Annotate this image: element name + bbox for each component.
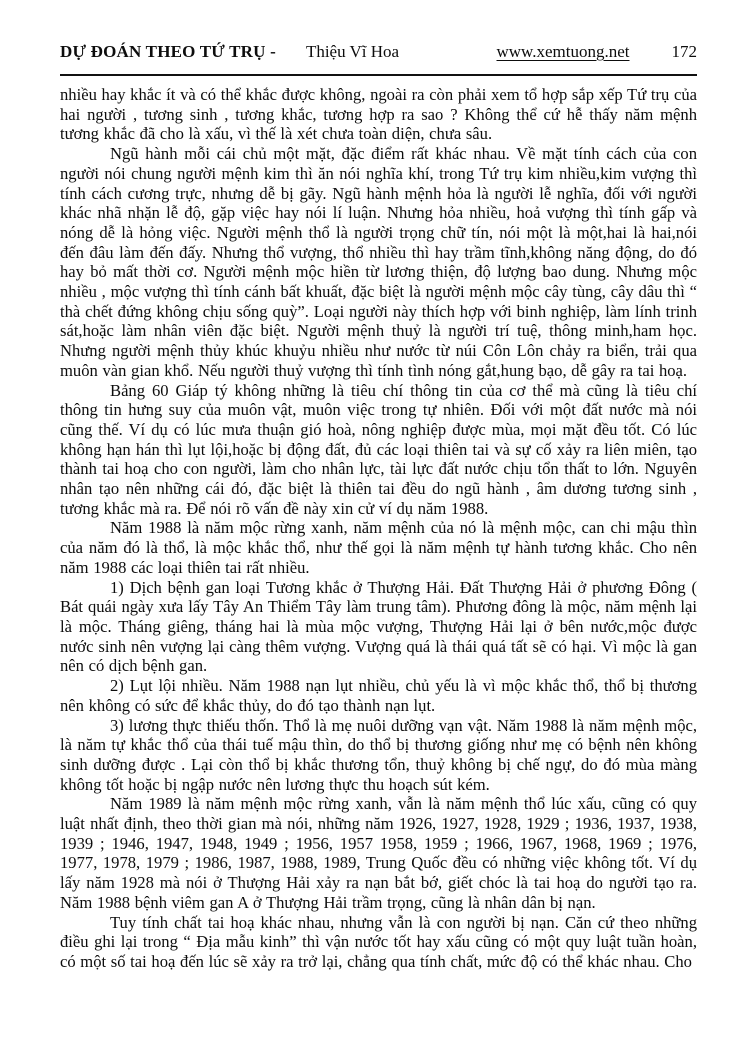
paragraph-9: Tuy tính chất tai hoạ khác nhau, nhưng vẫn là con người bị nạn. Căn cứ theo những điều ghi lại trong “ Địa mẫu kinh” thì vận nước tốt hay xấu cũng có một quy luật tuần hoàn, có một số tai hoạ đến lúc sẽ xảy ra trở lại, chẳng qua tính chất, mức độ có thể khác nhau. Cho — [60, 912, 697, 971]
website-url: www.xemtuong.net — [496, 42, 630, 61]
page-header — [60, 42, 697, 62]
paragraph-2: Ngũ hành mỗi cái chủ một mặt, đặc điểm rất khác nhau. Về mặt tính cách của con người nói chung người mệnh kim thì ăn nói nghĩa khí, trong Tứ trụ kim nhiều,kim vượng thì tính cách cương trực, nhưng dễ bị gãy. Ngũ hành mệnh hỏa là người lễ nghĩa, đối với người khác nhã nhặn lễ độ, gặp việc hay nói lí luận. Nhưng hỏa nhiều, hoả vượng thì tính gấp và nóng dễ là hỏng việc. Người mệnh thổ là người trọng chữ tín, nói một là một,hai là hai,nói đến đâu làm đến đấy. Nhưng thổ vượng, thổ nhiều thì hay trầm tĩnh,không năng động, do đó hay bỏ mất thời cơ. Người mệnh mộc hiền từ lương thiện, độ lượng bao dung. Nhưng mộc nhiều , mộc vượng thì tính cánh bất khuất, đặc biệt là người mệnh mộc cây tùng, cây dâu thì “ thà chết đứng không chịu sống quỳ”. Loại người này thích hợp với binh nghiệp, làm lính trinh sát,hoặc làm nhân viên đặc biệt. Người mệnh thuỷ là người trí tuệ, thông minh,ham học. Nhưng người mệnh thủy khúc khuỷu nhiều như nước từ núi Côn Lôn chảy ra biển, trải qua muôn vàn gian khổ. Nếu người thuỷ vượng thì tính tình nóng gắt,hung bạo, dễ gây ra tai hoạ. — [60, 144, 697, 380]
paragraph-7: 3) lương thực thiếu thốn. Thổ là mẹ nuôi dưỡng vạn vật. Năm 1988 là năm mệnh mộc, là năm tự khắc thổ của thái tuế mậu thìn, do thổ bị thương giống như mẹ có bệnh nên không sinh dưỡng được . Lại còn thổ bị khắc thương tổn, thuỷ không bị chế ngự, do đó mùa màng không tốt hoặc bị ngập nước nên lương thực thu hoạch sút kém. — [60, 715, 697, 794]
page-number: 172 — [671, 42, 697, 61]
paragraph-4: Năm 1988 là năm mộc rừng xanh, năm mệnh của nó là mệnh mộc, can chi mậu thìn của năm đó là thổ, là mộc khắc thổ, như thế gọi là năm mệnh tự hành tương khắc. Cho nên năm 1988 các loại thiên tai rất nhiều. — [60, 518, 697, 577]
book-title: DỰ ĐOÁN THEO TỨ TRỤ - — [60, 42, 276, 61]
paragraph-6: 2) Lụt lội nhiều. Năm 1988 nạn lụt nhiều, chủ yếu là vì mộc khắc thổ, thổ bị thương nên không có sức để khắc thủy, do đó tạo thành nạn lụt. — [60, 676, 697, 715]
header-divider — [60, 74, 697, 76]
paragraph-1: nhiều hay khắc ít và có thể khắc được không, ngoài ra còn phải xem tổ hợp sắp xếp Tứ trụ của hai người , tương sinh , tương khắc, tương hợp ra sao ? Không thể cứ hễ thấy năm mệnh tương khắc đã cho là xấu, vì thế là xét chưa toàn diện, chưa sâu. — [60, 85, 697, 144]
paragraph-3: Bảng 60 Giáp tý không những là tiêu chí thông tin của cơ thể mà cũng là tiêu chí thông tin hưng suy của muôn vật, muôn việc trong tự nhiên. Đối với một đất nước mà nói cũng thế. Ví dụ có lúc mưa thuận gió hoà, nông nghiệp được mùa, mọi mặt đều tốt. Có lúc không hạn hán thì lụt lội,hoặc bị động đất, đủ các loại thiên tai và sự cố xảy ra liên miên, tạo thành tai hoạ cho con người, làm cho nhân lực, tài lực đất nước chịu tổn thất to lớn. Nguyên nhân tạo nên những cái đó, đặc biệt là thiên tai đều do ngũ hành , âm dương tương sinh , tương khắc mà ra. Để nói rõ vấn đề này xin cử ví dụ năm 1988. — [60, 380, 697, 518]
paragraph-8: Năm 1989 là năm mệnh mộc rừng xanh, vẫn là năm mệnh thổ lúc xấu, cũng có quy luật nhất định, theo thời gian mà nói, những năm 1926, 1927, 1928, 1929 ; 1936, 1937, 1938, 1939 ; 1946, 1947, 1948, 1949 ; 1956, 1957 1958, 1959 ; 1966, 1967, 1968, 1969 ; 1976, 1977, 1978, 1979 ; 1986, 1987, 1988, 1989, Trung Quốc đều có những việc không tốt. Ví dụ lấy năm 1928 mà nói ở Thượng Hải xảy ra nạn bắt bớ, giết chóc là tai hoạ do người tạo ra. Năm 1988 bệnh viêm gan A ở Thượng Hải trầm trọng, cũng là nhân dân bị nạn. — [60, 794, 697, 912]
paragraph-5: 1) Dịch bệnh gan loại Tương khắc ở Thượng Hải. Đất Thượng Hải ở phương Đông ( Bát quái ngày xưa lấy Tây An Thiểm Tây làm trung tâm). Phương đông là mộc, năm mệnh lại là mộc. Tháng giêng, tháng hai là mùa mộc vượng, Thượng Hải lại ở bên nước,mộc được nước sinh nên vượng lại càng thêm vượng. Vượng quá là thái quá tất sẽ có hại. Vì mộc là gan nên có dịch bệnh gan. — [60, 577, 697, 676]
author-name: Thiệu Vĩ Hoa — [305, 42, 400, 61]
page-body — [60, 85, 697, 972]
